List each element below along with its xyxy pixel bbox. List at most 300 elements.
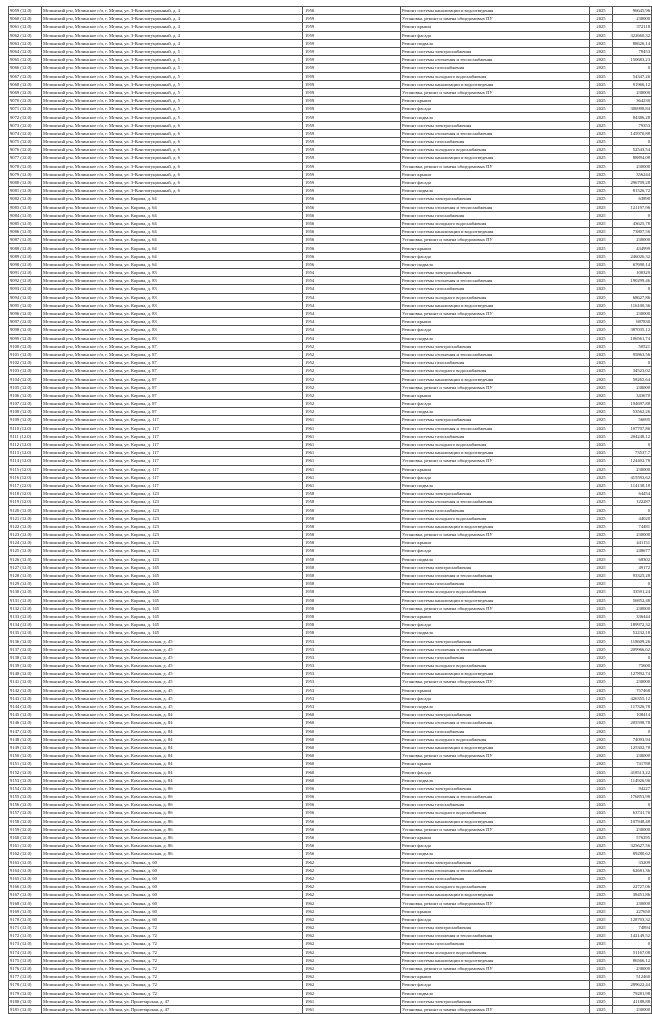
year-built-cell: 1959	[303, 170, 401, 178]
row-id-cell: 9076 (12.0)	[9, 146, 42, 154]
cost-cell: 0	[613, 440, 652, 448]
address-cell: Мглинский р-н, Мглинское г/п, г. Мглин, ул. Ленина, д. 72	[42, 940, 303, 948]
table-row	[9, 334, 652, 342]
cost-cell: 58265,64	[613, 375, 652, 383]
work-type-cell: Ремонт фасада	[401, 547, 590, 555]
work-type-cell: Ремонт крыши	[401, 465, 590, 473]
address-cell: Мглинский р-н, Мглинское г/п, г. Мглин, ул. Кирова, д. 64	[42, 236, 303, 244]
work-type-cell: Ремонт системы газоснабжения	[401, 727, 590, 735]
address-cell: Мглинский р-н, Мглинское г/п, г. Мглин, ул. Комсомольская, д. 45	[42, 678, 303, 686]
row-id-cell: 9078 (12.0)	[9, 162, 42, 170]
work-type-cell: Ремонт фасада	[401, 326, 590, 334]
cost-cell: 52232,18	[613, 629, 652, 637]
table-row	[9, 711, 652, 719]
work-type-cell: Ремонт подвала	[401, 334, 590, 342]
year-built-cell: 1953	[303, 653, 401, 661]
table-row	[9, 301, 652, 309]
year-built-cell: 1956	[303, 850, 401, 858]
cost-cell: 52543,54	[613, 146, 652, 154]
work-type-cell: Ремонт системы газоснабжения	[401, 653, 590, 661]
work-type-cell: Ремонт подвала	[401, 113, 590, 121]
address-cell: Мглинский р-н, Мглинское г/п, г. Мглин, ул. Ленина, д. 60	[42, 858, 303, 866]
table-row	[9, 498, 652, 506]
row-id-cell: 9170 (12.0)	[9, 915, 42, 923]
work-type-cell: Установка, ремонт и замена общедомовых ПУ	[401, 964, 590, 972]
table-row	[9, 23, 652, 31]
address-cell: Мглинский р-н, Мглинское г/п, г. Мглин, ул. Ленина, д. 72	[42, 973, 303, 981]
cost-cell: 230000	[613, 678, 652, 686]
address-cell: Мглинский р-н, Мглинское г/п, г. Мглин, ул. Кирова, д. 64	[42, 203, 303, 211]
address-cell: Мглинский р-н, Мглинское г/п, г. Мглин, ул. Кирова, д. 87	[42, 367, 303, 375]
address-cell: Мглинский р-н, Мглинское г/п, г. Мглин, ул. Кирова, д. 83	[42, 301, 303, 309]
year-built-cell: 1956	[303, 833, 401, 841]
year-built-cell: 1959	[303, 154, 401, 162]
cost-cell: 54347,26	[613, 72, 652, 80]
year-built-cell: 1956	[303, 784, 401, 792]
row-id-cell: 9136 (12.0)	[9, 637, 42, 645]
cost-cell: 142149,52	[613, 932, 652, 940]
plan-year-cell: 2025	[590, 129, 613, 137]
table-row	[9, 203, 652, 211]
cost-cell: 230000	[613, 88, 652, 96]
address-cell: Мглинский р-н, Мглинское г/п, г. Мглин, ул. 3-Конституционный, д. 5	[42, 88, 303, 96]
year-built-cell: 1953	[303, 702, 401, 710]
cost-cell: 0	[613, 580, 652, 588]
address-cell: Мглинский р-н, Мглинское г/п, г. Мглин, ул. Комсомольская, д. 86	[42, 793, 303, 801]
row-id-cell: 9063 (12.0)	[9, 39, 42, 47]
plan-year-cell: 2025	[590, 612, 613, 620]
table-row	[9, 547, 652, 555]
plan-year-cell: 2025	[590, 309, 613, 317]
table-row	[9, 686, 652, 694]
table-row	[9, 743, 652, 751]
address-cell: Мглинский р-н, Мглинское г/п, г. Мглин, ул. Кирова, д. 87	[42, 400, 303, 408]
table-row	[9, 162, 652, 170]
work-type-cell: Ремонт системы электроснабжения	[401, 784, 590, 792]
cost-cell: 106561,74	[613, 334, 652, 342]
address-cell: Мглинский р-н, Мглинское г/п, г. Мглин, ул. 3-Конституционный, д. 5	[42, 64, 303, 72]
plan-year-cell: 2025	[590, 973, 613, 981]
address-cell: Мглинский р-н, Мглинское г/п, г. Мглин, ул. Кирова, д. 64	[42, 260, 303, 268]
year-built-cell: 1958	[303, 563, 401, 571]
cost-cell: 296709,28	[613, 178, 652, 186]
work-type-cell: Ремонт фасада	[401, 473, 590, 481]
work-type-cell: Ремонт подвала	[401, 776, 590, 784]
year-built-cell: 1958	[303, 547, 401, 555]
year-built-cell: 1962	[303, 907, 401, 915]
address-cell: Мглинский р-н, Мглинское г/п, г. Мглин, ул. Кирова, д. 123	[42, 514, 303, 522]
table-row	[9, 842, 652, 850]
work-type-cell: Ремонт крыши	[401, 244, 590, 252]
row-id-cell: 9065 (12.0)	[9, 56, 42, 64]
year-built-cell: 1961	[303, 465, 401, 473]
table-row	[9, 465, 652, 473]
row-id-cell: 9066 (12.0)	[9, 64, 42, 72]
plan-year-cell: 2025	[590, 899, 613, 907]
row-id-cell: 9161 (12.0)	[9, 842, 42, 850]
table-row	[9, 219, 652, 227]
year-built-cell: 1958	[303, 555, 401, 563]
plan-year-cell: 2025	[590, 56, 613, 64]
row-id-cell: 9155 (12.0)	[9, 793, 42, 801]
cost-cell: 325627,56	[613, 842, 652, 850]
work-type-cell: Ремонт фасада	[401, 621, 590, 629]
plan-year-cell: 2025	[590, 907, 613, 915]
cost-cell: 0	[613, 138, 652, 146]
plan-year-cell: 2025	[590, 195, 613, 203]
plan-year-cell: 2025	[590, 801, 613, 809]
row-id-cell: 9070 (12.0)	[9, 97, 42, 105]
work-type-cell: Ремонт системы канализации и водоотведения	[401, 7, 590, 15]
work-type-cell: Ремонт подвала	[401, 555, 590, 563]
address-cell: Мглинский р-н, Мглинское г/п, г. Мглин, ул. Комсомольская, д. 45	[42, 702, 303, 710]
work-type-cell: Установка, ремонт и замена общедомовых ПУ	[401, 899, 590, 907]
year-built-cell: 1956	[303, 260, 401, 268]
work-type-cell: Ремонт крыши	[401, 907, 590, 915]
table-row	[9, 678, 652, 686]
cost-cell: 230000	[613, 531, 652, 539]
address-cell: Мглинский р-н, Мглинское г/п, г. Мглин, ул. Ленина, д. 72	[42, 924, 303, 932]
plan-year-cell: 2025	[590, 997, 613, 1005]
work-type-cell: Ремонт системы отопления и теплоснабжения	[401, 866, 590, 874]
plan-year-cell: 2025	[590, 424, 613, 432]
work-type-cell: Ремонт системы электроснабжения	[401, 416, 590, 424]
address-cell: Мглинский р-н, Мглинское г/п, г. Мглин, ул. Комсомольская, д. 84	[42, 743, 303, 751]
table-row	[9, 236, 652, 244]
address-cell: Мглинский р-н, Мглинское г/п, г. Мглин, ул. Кирова, д. 83	[42, 326, 303, 334]
cost-cell: 75600	[613, 662, 652, 670]
address-cell: Мглинский р-н, Мглинское г/п, г. Мглин, ул. Ленина, д. 60	[42, 883, 303, 891]
cost-cell: 0	[613, 359, 652, 367]
row-id-cell: 9158 (12.0)	[9, 817, 42, 825]
cost-cell: 248677	[613, 547, 652, 555]
work-type-cell: Ремонт крыши	[401, 833, 590, 841]
work-type-cell: Ремонт системы канализации и водоотведения	[401, 80, 590, 88]
plan-year-cell: 2025	[590, 719, 613, 727]
address-cell: Мглинский р-н, Мглинское г/п, г. Мглин, ул. 3-Конституционный, д. 6	[42, 162, 303, 170]
row-id-cell: 9128 (12.0)	[9, 571, 42, 579]
address-cell: Мглинский р-н, Мглинское г/п, г. Мглин, ул. Кирова, д. 123	[42, 531, 303, 539]
table-row	[9, 784, 652, 792]
work-type-cell: Ремонт системы холодного водоснабжения	[401, 293, 590, 301]
plan-year-cell: 2025	[590, 580, 613, 588]
cost-cell: 230000	[613, 1005, 652, 1013]
cost-cell: 64454	[613, 490, 652, 498]
work-type-cell: Установка, ремонт и замена общедомовых ПУ	[401, 604, 590, 612]
year-built-cell: 1954	[303, 326, 401, 334]
table-row	[9, 850, 652, 858]
cost-cell: 43625,78	[613, 219, 652, 227]
year-built-cell: 1962	[303, 973, 401, 981]
plan-year-cell: 2025	[590, 506, 613, 514]
address-cell: Мглинский р-н, Мглинское г/п, г. Мглин, ул. Ленина, д. 72	[42, 981, 303, 989]
cost-cell: 63741,76	[613, 809, 652, 817]
plan-year-cell: 2025	[590, 481, 613, 489]
cost-cell: 372118	[613, 23, 652, 31]
work-type-cell: Ремонт системы отопления и теплоснабжения	[401, 793, 590, 801]
cost-cell: 209966,62	[613, 645, 652, 653]
work-type-cell: Ремонт системы электроснабжения	[401, 997, 590, 1005]
cost-cell: 93325,28	[613, 571, 652, 579]
table-row	[9, 866, 652, 874]
address-cell: Мглинский р-н, Мглинское г/п, г. Мглин, ул. Кирова, д. 117	[42, 481, 303, 489]
year-built-cell: 1958	[303, 604, 401, 612]
plan-year-cell: 2025	[590, 776, 613, 784]
table-row	[9, 178, 652, 186]
year-built-cell: 1959	[303, 23, 401, 31]
table-row	[9, 514, 652, 522]
work-type-cell: Ремонт системы отопления и теплоснабжения	[401, 645, 590, 653]
table-row	[9, 793, 652, 801]
table-row	[9, 801, 652, 809]
cost-cell: 741788	[613, 760, 652, 768]
work-type-cell: Установка, ремонт и замена общедомовых ПУ	[401, 309, 590, 317]
cost-cell: 49172	[613, 563, 652, 571]
year-built-cell: 1959	[303, 113, 401, 121]
row-id-cell: 9157 (12.0)	[9, 809, 42, 817]
address-cell: Мглинский р-н, Мглинское г/п, г. Мглин, ул. Ленина, д. 60	[42, 891, 303, 899]
plan-year-cell: 2025	[590, 269, 613, 277]
work-type-cell: Ремонт фасада	[401, 694, 590, 702]
table-row	[9, 563, 652, 571]
row-id-cell: 9106 (12.0)	[9, 391, 42, 399]
work-type-cell: Ремонт фасада	[401, 252, 590, 260]
table-row	[9, 539, 652, 547]
year-built-cell: 1953	[303, 645, 401, 653]
row-id-cell: 9108 (12.0)	[9, 408, 42, 416]
cost-cell: 108414	[613, 711, 652, 719]
plan-year-cell: 2025	[590, 432, 613, 440]
row-id-cell: 9083 (12.0)	[9, 203, 42, 211]
plan-year-cell: 2025	[590, 891, 613, 899]
cost-cell: 418513,22	[613, 768, 652, 776]
address-cell: Мглинский р-н, Мглинское г/п, г. Мглин, ул. 3-Конституционный, д. 5	[42, 97, 303, 105]
work-type-cell: Ремонт системы газоснабжения	[401, 940, 590, 948]
address-cell: Мглинский р-н, Мглинское г/п, г. Мглин, ул. 3-Конституционный, д. 4	[42, 23, 303, 31]
table-row	[9, 719, 652, 727]
work-type-cell: Установка, ремонт и замена общедомовых ПУ	[401, 236, 590, 244]
year-built-cell: 1961	[303, 481, 401, 489]
cost-cell: 306998,84	[613, 105, 652, 113]
table-row	[9, 285, 652, 293]
row-id-cell: 9061 (12.0)	[9, 23, 42, 31]
address-cell: Мглинский р-н, Мглинское г/п, г. Мглин, ул. Кирова, д. 64	[42, 219, 303, 227]
year-built-cell: 1953	[303, 670, 401, 678]
table-row	[9, 367, 652, 375]
table-row	[9, 580, 652, 588]
address-cell: Мглинский р-н, Мглинское г/п, г. Мглин, ул. 3-Конституционный, д. 4	[42, 39, 303, 47]
address-cell: Мглинский р-н, Мглинское г/п, г. Мглин, ул. Кирова, д. 117	[42, 449, 303, 457]
address-cell: Мглинский р-н, Мглинское г/п, г. Мглин, ул. 3-Конституционный, д. 4	[42, 31, 303, 39]
row-id-cell: 9145 (12.0)	[9, 711, 42, 719]
cost-cell: 38451,86	[613, 891, 652, 899]
year-built-cell: 1962	[303, 883, 401, 891]
address-cell: Мглинский р-н, Мглинское г/п, г. Мглин, ул. 3-Конституционный, д. 5	[42, 105, 303, 113]
work-type-cell: Ремонт системы холодного водоснабжения	[401, 367, 590, 375]
plan-year-cell: 2025	[590, 883, 613, 891]
address-cell: Мглинский р-н, Мглинское г/п, г. Мглин, ул. Кирова, д. 83	[42, 334, 303, 342]
address-cell: Мглинский р-н, Мглинское г/п, г. Мглин, ул. Комсомольская, д. 84	[42, 760, 303, 768]
cost-cell: 364230	[613, 97, 652, 105]
cost-cell: 387035,12	[613, 326, 652, 334]
row-id-cell: 9086 (12.0)	[9, 228, 42, 236]
address-cell: Мглинский р-н, Мглинское г/п, г. Мглин, ул. Ленина, д. 72	[42, 948, 303, 956]
work-type-cell: Ремонт системы электроснабжения	[401, 563, 590, 571]
row-id-cell: 9167 (12.0)	[9, 891, 42, 899]
cost-cell: 356244	[613, 170, 652, 178]
table-row	[9, 400, 652, 408]
row-id-cell: 9147 (12.0)	[9, 727, 42, 735]
table-row	[9, 97, 652, 105]
row-id-cell: 9162 (12.0)	[9, 850, 42, 858]
plan-year-cell: 2025	[590, 359, 613, 367]
cost-cell: 33209	[613, 858, 652, 866]
table-row	[9, 531, 652, 539]
row-id-cell: 9171 (12.0)	[9, 924, 42, 932]
table-row	[9, 424, 652, 432]
year-built-cell: 1960	[303, 752, 401, 760]
row-id-cell: 9126 (12.0)	[9, 555, 42, 563]
table-row	[9, 113, 652, 121]
plan-year-cell: 2025	[590, 924, 613, 932]
cost-cell: 50521	[613, 342, 652, 350]
year-built-cell: 1958	[303, 531, 401, 539]
cost-cell: 434999	[613, 244, 652, 252]
table-row	[9, 416, 652, 424]
plan-year-cell: 2025	[590, 571, 613, 579]
plan-year-cell: 2025	[590, 39, 613, 47]
table-row	[9, 408, 652, 416]
year-built-cell: 1953	[303, 678, 401, 686]
cost-cell: 227650	[613, 907, 652, 915]
cost-cell: 88894,08	[613, 154, 652, 162]
plan-year-cell: 2025	[590, 31, 613, 39]
cost-cell: 68302	[613, 555, 652, 563]
work-type-cell: Ремонт системы холодного водоснабжения	[401, 948, 590, 956]
row-id-cell: 9130 (12.0)	[9, 588, 42, 596]
year-built-cell: 1952	[303, 408, 401, 416]
table-row	[9, 727, 652, 735]
address-cell: Мглинский р-н, Мглинское г/п, г. Мглин, ул. Кирова, д. 83	[42, 285, 303, 293]
table-row	[9, 277, 652, 285]
plan-year-cell: 2025	[590, 252, 613, 260]
plan-year-cell: 2025	[590, 629, 613, 637]
cost-cell: 189972,32	[613, 621, 652, 629]
cost-cell: 190299,46	[613, 277, 652, 285]
year-built-cell: 1961	[303, 416, 401, 424]
table-row	[9, 47, 652, 55]
work-type-cell: Ремонт системы отопления и теплоснабжения	[401, 424, 590, 432]
table-row	[9, 129, 652, 137]
plan-year-cell: 2025	[590, 498, 613, 506]
year-built-cell: 1962	[303, 874, 401, 882]
plan-year-cell: 2025	[590, 473, 613, 481]
row-id-cell: 9132 (12.0)	[9, 604, 42, 612]
work-type-cell: Установка, ремонт и замена общедомовых ПУ	[401, 383, 590, 391]
work-type-cell: Ремонт крыши	[401, 973, 590, 981]
plan-year-cell: 2025	[590, 146, 613, 154]
row-id-cell: 9080 (12.0)	[9, 178, 42, 186]
table-row	[9, 269, 652, 277]
table-row	[9, 768, 652, 776]
table-row	[9, 604, 652, 612]
work-type-cell: Ремонт системы холодного водоснабжения	[401, 662, 590, 670]
cost-cell: 121197,96	[613, 203, 652, 211]
cost-cell: 67690,14	[613, 260, 652, 268]
cost-cell: 757468	[613, 686, 652, 694]
work-type-cell: Ремонт системы электроснабжения	[401, 490, 590, 498]
year-built-cell: 1958	[303, 571, 401, 579]
year-built-cell: 1956	[303, 817, 401, 825]
year-built-cell: 1959	[303, 121, 401, 129]
cost-cell: 230000	[613, 15, 652, 23]
work-type-cell: Ремонт крыши	[401, 612, 590, 620]
address-cell: Мглинский р-н, Мглинское г/п, г. Мглин, ул. Комсомольская, д. 84	[42, 735, 303, 743]
plan-year-cell: 2025	[590, 326, 613, 334]
plan-year-cell: 2025	[590, 555, 613, 563]
year-built-cell: 1956	[303, 801, 401, 809]
work-type-cell: Ремонт системы холодного водоснабжения	[401, 514, 590, 522]
cost-cell: 63890	[613, 195, 652, 203]
row-id-cell: 9143 (12.0)	[9, 694, 42, 702]
table-row	[9, 997, 652, 1005]
work-type-cell: Ремонт подвала	[401, 629, 590, 637]
work-type-cell: Ремонт фасада	[401, 178, 590, 186]
row-id-cell: 9164 (12.0)	[9, 866, 42, 874]
table-row	[9, 989, 652, 997]
year-built-cell: 1956	[303, 825, 401, 833]
work-type-cell: Ремонт системы электроснабжения	[401, 269, 590, 277]
work-type-cell: Ремонт системы электроснабжения	[401, 47, 590, 55]
row-id-cell: 9103 (12.0)	[9, 367, 42, 375]
table-row	[9, 956, 652, 964]
address-cell: Мглинский р-н, Мглинское г/п, г. Мглин, ул. Комсомольская, д. 84	[42, 752, 303, 760]
row-id-cell: 9137 (12.0)	[9, 645, 42, 653]
address-cell: Мглинский р-н, Мглинское г/п, г. Мглин, ул. Кирова, д. 87	[42, 383, 303, 391]
cost-cell: 114138,18	[613, 481, 652, 489]
work-type-cell: Ремонт системы отопления и теплоснабжения	[401, 350, 590, 358]
plan-year-cell: 2025	[590, 874, 613, 882]
year-built-cell: 1962	[303, 956, 401, 964]
plan-year-cell: 2025	[590, 47, 613, 55]
work-type-cell: Ремонт системы холодного водоснабжения	[401, 146, 590, 154]
address-cell: Мглинский р-н, Мглинское г/п, г. Мглин, ул. Кирова, д. 123	[42, 539, 303, 547]
work-type-cell: Ремонт системы канализации и водоотведения	[401, 522, 590, 530]
table-row	[9, 481, 652, 489]
table-row	[9, 309, 652, 317]
cost-cell: 124402,78	[613, 457, 652, 465]
address-cell: Мглинский р-н, Мглинское г/п, г. Мглин, ул. Комсомольская, д. 84	[42, 727, 303, 735]
address-cell: Мглинский р-н, Мглинское г/п, г. Мглин, ул. Кирова, д. 64	[42, 252, 303, 260]
year-built-cell: 1953	[303, 694, 401, 702]
cost-cell: 0	[613, 211, 652, 219]
row-id-cell: 9075 (12.0)	[9, 138, 42, 146]
year-built-cell: 1958	[303, 490, 401, 498]
row-id-cell: 9110 (12.0)	[9, 424, 42, 432]
plan-year-cell: 2025	[590, 817, 613, 825]
table-row	[9, 350, 652, 358]
work-type-cell: Ремонт крыши	[401, 23, 590, 31]
address-cell: Мглинский р-н, Мглинское г/п, г. Мглин, ул. Комсомольская, д. 86	[42, 817, 303, 825]
year-built-cell: 1956	[303, 203, 401, 211]
table-row	[9, 645, 652, 653]
work-type-cell: Ремонт системы газоснабжения	[401, 874, 590, 882]
capital-repair-table	[8, 6, 652, 1014]
address-cell: Мглинский р-н, Мглинское г/п, г. Мглин, ул. Комсомольская, д. 84	[42, 711, 303, 719]
work-type-cell: Ремонт подвала	[401, 850, 590, 858]
year-built-cell: 1959	[303, 146, 401, 154]
work-type-cell: Ремонт системы электроснабжения	[401, 858, 590, 866]
